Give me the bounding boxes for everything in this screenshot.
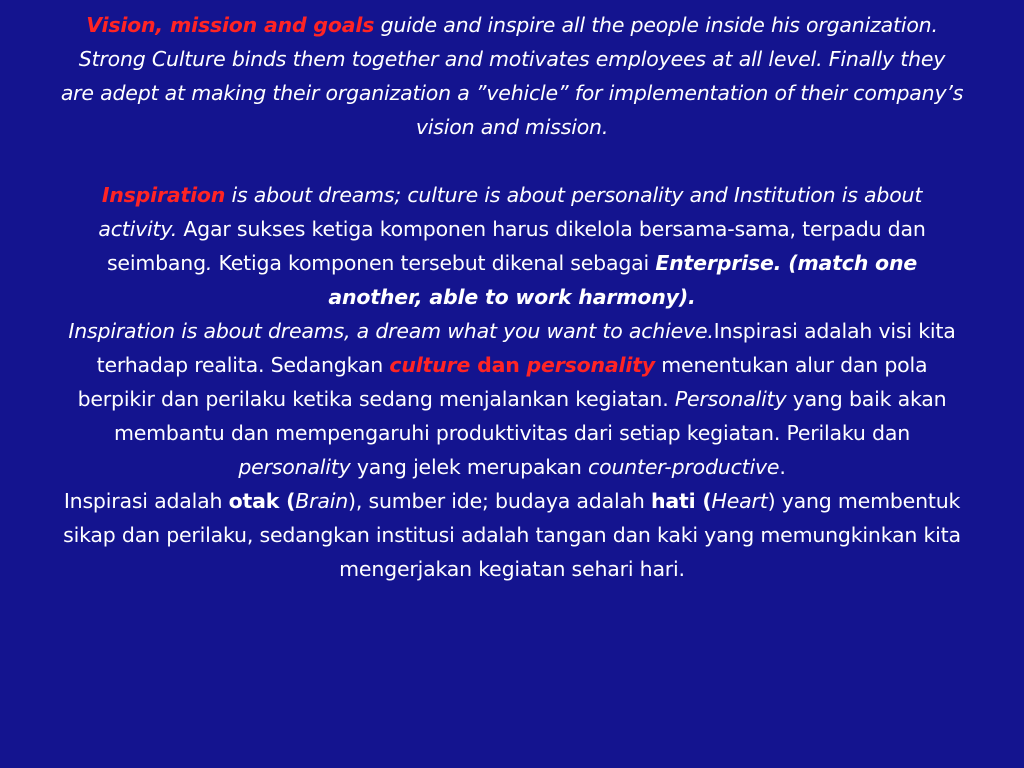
term-otak: otak ( [228, 489, 296, 513]
dreams-text-b: menentukan alur dan pola berpikir dan perilaku ketika sedang menjalankan kegiatan. [77, 353, 928, 411]
personality-italic-2: personality [238, 455, 351, 479]
inspiration-text-a: Agar sukses ketiga komponen harus dikelola bersama-sama, terpadu dan seimbang [106, 217, 926, 275]
brain-text-c: ) yang membentuk sikap dan perilaku, sedangkan institusi adalah tangan dan kaki yang memungkinkan kita mengerjakan kegiatan sehari hari. [63, 489, 961, 581]
term-personality: personality [526, 353, 655, 377]
term-brain: Brain [295, 489, 349, 513]
term-culture: culture [389, 353, 471, 377]
term-hati: hati ( [650, 489, 712, 513]
term-inspiration: Inspiration [101, 183, 226, 207]
inspiration-italic-text: is about dreams; culture is about personality and Institution is about activity. [98, 183, 923, 241]
dreams-text-c: yang baik akan membantu dan mempengaruhi produktivitas dari setiap kegiatan. Perilaku dan [113, 387, 947, 445]
dreams-end: . [779, 455, 786, 479]
paragraph-inspiration [60, 178, 964, 314]
inspiration-text-b: Ketiga komponen tersebut dikenal sebagai [212, 251, 656, 275]
counter-productive: counter-productive [588, 455, 780, 479]
term-vision-mission-goals: Vision, mission and goals [86, 13, 375, 37]
vision-text: guide and inspire all the people inside his organization. Strong Culture binds them together and motivates employees at all level. Finally they are adept at making their organization a ”vehicle” for implementation of their company’s vision and mission. [60, 13, 964, 139]
brain-text-a: Inspirasi adalah [63, 489, 229, 513]
paragraph-brain-heart [60, 484, 964, 586]
dreams-italic-lead: Inspiration is about dreams, a dream what you want to achieve. [68, 319, 714, 343]
brain-text-b: ), sumber ide; budaya adalah [348, 489, 651, 513]
paragraph-gap [60, 144, 964, 178]
dreams-text-d: yang jelek merupakan [350, 455, 589, 479]
personality-italic-1: Personality [674, 387, 787, 411]
dreams-text-a: Inspirasi adalah visi kita terhadap realita. Sedangkan [96, 319, 956, 377]
term-dan: dan [470, 353, 527, 377]
paragraph-vision [60, 8, 964, 144]
term-heart: Heart [711, 489, 768, 513]
paragraph-dreams [60, 314, 964, 484]
term-enterprise: Enterprise. (match one another, able to work harmony). [328, 251, 918, 309]
inspiration-dot: . [205, 251, 213, 275]
